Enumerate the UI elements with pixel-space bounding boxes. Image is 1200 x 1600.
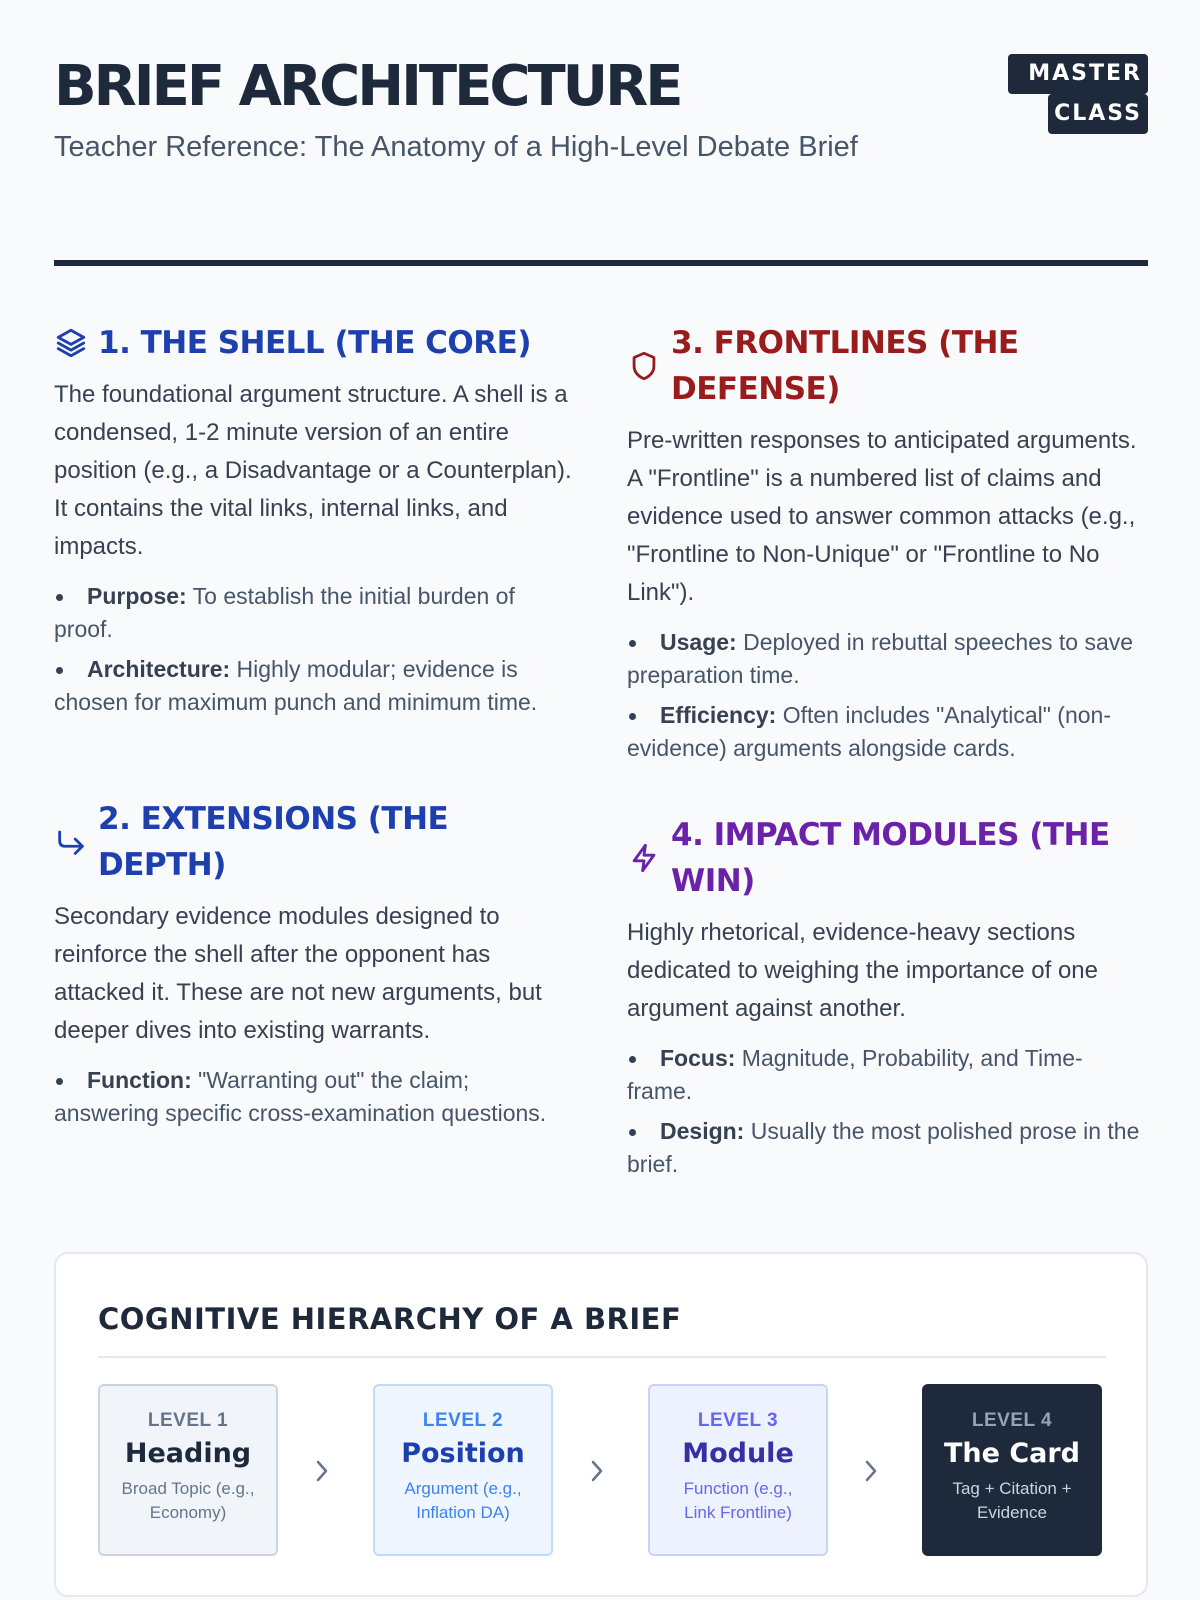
badge-line-1: MASTER [1008,54,1148,94]
list-item: Focus: Magnitude, Probability, and Time-frame. [627,1042,1147,1108]
section-description: Secondary evidence modules designed to reinforce the shell after the opponent has attacked it. These are not new arguments, but deeper dives into existing warrants. [54,903,542,1044]
section-bullets [627,1042,1147,1181]
level-number: LEVEL 4 [971,1410,1053,1431]
list-item: Function: "Warranting out" the claim; answering specific cross-examination questions. [54,1064,574,1130]
level-number: LEVEL 3 [697,1410,779,1431]
level-name: The Card [943,1438,1081,1469]
level-description: Argument (e.g., Inflation DA) [404,1479,522,1522]
section-frontlines [627,320,1147,772]
list-item: Design: Usually the most polished prose in the brief. [627,1115,1147,1181]
badge-line-2: CLASS [1048,94,1148,134]
section-impact-modules [627,812,1147,1188]
level-card-the-card [922,1384,1102,1556]
list-item: Usage: Deployed in rebuttal speeches to save preparation time. [627,626,1147,692]
master-class-badge [1014,54,1148,134]
level-description: Tag + Citation + Evidence [952,1479,1072,1522]
level-name: Module [682,1438,794,1469]
level-card-heading [98,1384,278,1556]
list-item: Purpose: To establish the initial burden of proof. [54,580,574,646]
corner-down-right-icon [54,825,88,859]
level-card-position [373,1384,553,1556]
section-title: 2. EXTENSIONS (THE DEPTH) [54,796,574,888]
section-shell [54,320,574,726]
cognitive-hierarchy-panel [54,1252,1148,1597]
level-name: Position [401,1438,525,1469]
header-divider [54,260,1148,266]
panel-title: COGNITIVE HIERARCHY OF A BRIEF [98,1302,682,1336]
level-name: Heading [124,1438,252,1469]
level-description: Function (e.g., Link Frontline) [683,1479,793,1522]
chevron-right-icon [310,1456,334,1486]
section-title: 3. FRONTLINES (THE DEFENSE) [627,320,1147,412]
list-item: Architecture: Highly modular; evidence is chosen for maximum punch and minimum time. [54,653,574,719]
section-extensions [54,796,574,1137]
chevron-right-icon [585,1456,609,1486]
shield-icon [627,349,661,383]
level-card-module [648,1384,828,1556]
section-bullets [54,1064,574,1130]
layers-icon [54,326,88,360]
page-title: BRIEF ARCHITECTURE [54,54,681,119]
section-description: Pre-written responses to anticipated arguments. A "Frontline" is a numbered list of claims and evidence used to answer common attacks (e.g., "Frontline to Non-Unique" or "Frontline to No Link"). [627,427,1137,606]
level-description: Broad Topic (e.g., Economy) [121,1479,255,1522]
section-description: The foundational argument structure. A shell is a condensed, 1-2 minute version of an entire position (e.g., a Disadvantage or a Counterplan). It contains the vital links, internal links, and impacts. [54,381,572,560]
page-subtitle: Teacher Reference: The Anatomy of a High-Level Debate Brief [54,131,858,163]
chevron-right-icon [859,1456,883,1486]
panel-divider [98,1356,1106,1358]
level-number: LEVEL 1 [147,1410,229,1431]
lightning-icon [627,841,661,875]
section-bullets [54,580,574,719]
section-description: Highly rhetorical, evidence-heavy sections dedicated to weighing the importance of one argument against another. [627,919,1098,1022]
level-number: LEVEL 2 [422,1410,504,1431]
section-title: 1. THE SHELL (THE CORE) [54,320,574,366]
section-title: 4. IMPACT MODULES (THE WIN) [627,812,1147,904]
list-item: Efficiency: Often includes "Analytical" (non-evidence) arguments alongside cards. [627,699,1147,765]
section-bullets [627,626,1147,765]
